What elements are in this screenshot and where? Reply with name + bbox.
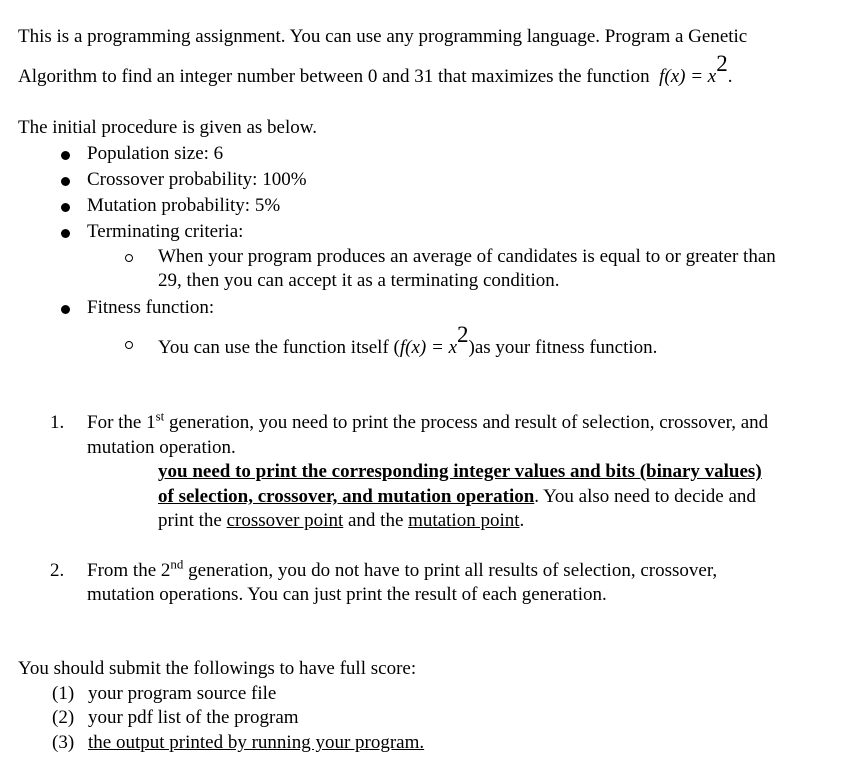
function-f: f	[659, 66, 665, 87]
fitness-sub-text-a: You can use the function itself (	[158, 337, 400, 358]
item-1-line-1	[87, 408, 769, 434]
intro-line-1: This is a programming assignment. You can use any programming language. Program a Genetic	[18, 26, 748, 47]
submit-item-2-number: (2)	[52, 707, 75, 728]
function-f: f	[399, 337, 406, 358]
bullet-dot-icon	[61, 229, 70, 238]
item-1-number: 1.	[50, 412, 65, 433]
intro-line-2	[18, 51, 733, 88]
fitness-function: Fitness function:	[87, 297, 215, 318]
item-1-line-5-mid: and the	[343, 510, 409, 531]
item-1-line-5-end: .	[519, 510, 525, 531]
bullet-circle-icon	[125, 254, 133, 262]
function-exponent: 2	[457, 322, 469, 347]
item-1-line-1-b: generation, you need to print the process and result of selection, crossover, and	[164, 412, 769, 433]
item-2-superscript: nd	[170, 556, 184, 572]
fitness-sub	[158, 322, 658, 359]
submit-item-2: your pdf list of the program	[88, 707, 299, 728]
function-var: x	[707, 66, 717, 87]
item-2-line-2: mutation operations. You can just print the result of each generation.	[87, 584, 607, 605]
bullet-dot-icon	[61, 203, 70, 212]
function-var: x	[448, 337, 458, 358]
item-1-bold-emphasis: of selection, crossover, and mutation operation	[158, 486, 535, 507]
terminating-sub-line-2: 29, then you can accept it as a terminating condition.	[158, 270, 560, 291]
item-1-line-1-a: For the 1	[87, 412, 156, 433]
item-2-line-1-b: generation, you do not have to print all results of selection, crossover,	[183, 560, 718, 581]
item-2-line-1	[87, 556, 718, 582]
terminating-sub-line-1: When your program produces an average of candidates is equal to or greater than	[158, 246, 776, 267]
item-1-superscript: st	[155, 408, 165, 424]
bullet-dot-icon	[61, 151, 70, 160]
function-exponent: 2	[716, 51, 728, 76]
item-1-bold-line-1: you need to print the corresponding integer values and bits (binary values)	[158, 461, 762, 482]
submit-item-1: your program source file	[88, 683, 277, 704]
mutation-probability: Mutation probability: 5%	[87, 195, 281, 216]
submit-item-3-number: (3)	[52, 732, 75, 753]
function-arg: (x) =	[405, 337, 449, 358]
crossover-probability: Crossover probability: 100%	[87, 169, 307, 190]
bullet-dot-icon	[61, 305, 70, 314]
fitness-sub-text-b: )as your fitness function.	[468, 337, 658, 358]
item-1-line-2: mutation operation.	[87, 437, 236, 458]
item-2-line-1-a: From the 2	[87, 560, 171, 581]
item-1-bold-rest: . You also need to decide and	[534, 486, 756, 507]
population-size: Population size: 6	[87, 143, 224, 164]
terminating-criteria: Terminating criteria:	[87, 221, 244, 242]
bullet-circle-icon	[125, 341, 133, 349]
crossover-point-underlined: crossover point	[226, 510, 344, 531]
intro-line-2-text: Algorithm to find an integer number between 0 and 31 that maximizes the function	[18, 66, 650, 87]
item-1-bold-line-2	[158, 486, 756, 508]
function-arg: (x) =	[664, 66, 708, 87]
procedure-heading: The initial procedure is given as below.	[18, 117, 317, 138]
submit-item-3: the output printed by running your program.	[88, 732, 425, 753]
mutation-point-underlined: mutation point	[408, 510, 520, 531]
bullet-dot-icon	[61, 177, 70, 186]
submit-heading: You should submit the followings to have full score:	[18, 658, 417, 679]
item-2-number: 2.	[50, 560, 65, 581]
item-1-line-5	[158, 510, 524, 532]
intro-period: .	[727, 66, 733, 87]
item-1-line-5-a: print the	[158, 510, 227, 531]
submit-item-1-number: (1)	[52, 683, 75, 704]
